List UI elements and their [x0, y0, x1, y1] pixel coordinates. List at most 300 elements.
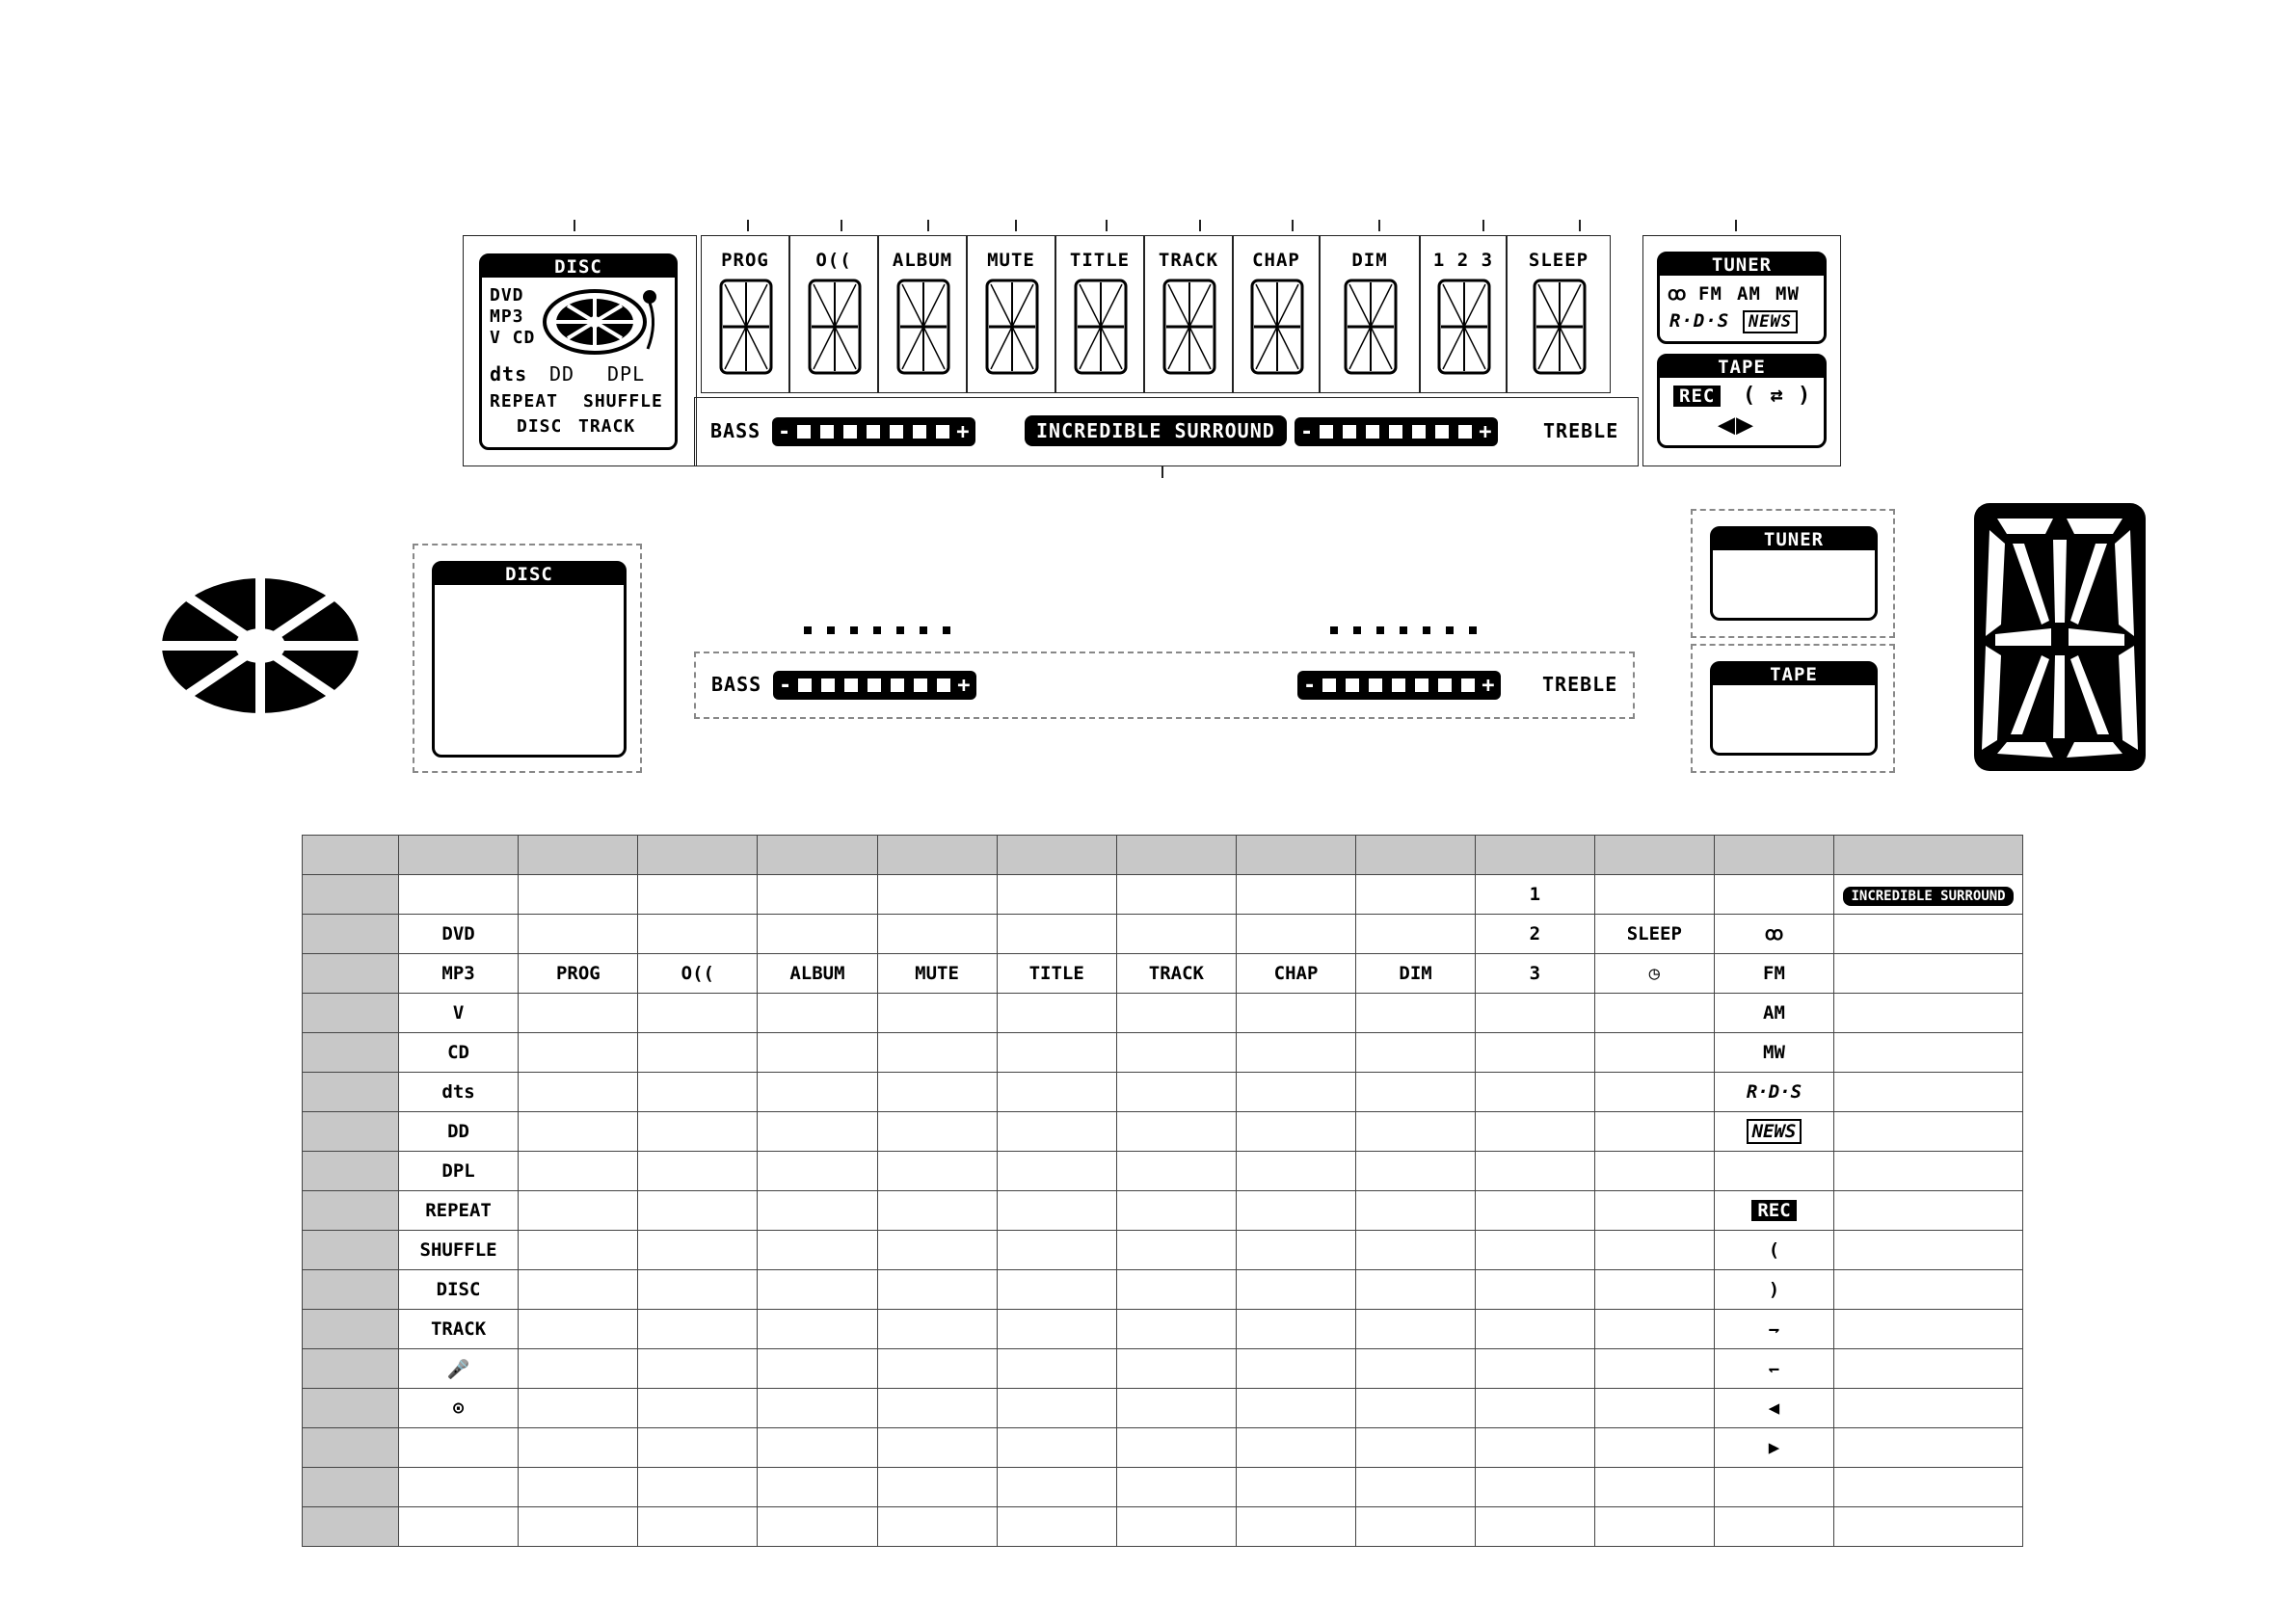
table-cell	[1476, 1310, 1595, 1349]
table-cell	[1356, 1270, 1476, 1310]
table-cell	[1356, 1468, 1476, 1507]
table-cell	[1116, 1191, 1236, 1231]
table-cell	[1116, 1310, 1236, 1349]
table-cell	[1476, 1073, 1595, 1112]
table-cell	[1237, 1389, 1356, 1428]
table-cell	[1237, 915, 1356, 954]
tape-frame	[1710, 661, 1878, 756]
digit-cell	[1233, 235, 1320, 393]
table-cell	[997, 1349, 1116, 1389]
table-cell	[877, 915, 997, 954]
table-cell	[997, 1428, 1116, 1468]
leader-tick	[1015, 220, 1017, 231]
table-cell	[877, 1112, 997, 1152]
disc-header: DISC	[482, 256, 675, 278]
table-cell	[877, 1389, 997, 1428]
table-cell: DPL	[398, 1152, 518, 1191]
table-cell	[1116, 1112, 1236, 1152]
table-cell	[303, 1033, 399, 1073]
table-cell	[638, 1231, 758, 1270]
table-cell: CD	[398, 1033, 518, 1073]
track-label: TRACK	[578, 416, 636, 437]
table-cell: SLEEP	[1594, 915, 1714, 954]
table-row	[303, 1073, 2023, 1112]
table-cell	[1834, 1270, 2023, 1310]
table-cell	[1594, 1231, 1714, 1270]
table-cell	[303, 875, 399, 915]
table-cell	[997, 1310, 1116, 1349]
tape-frame-header: TAPE	[1713, 664, 1875, 685]
table-cell	[638, 875, 758, 915]
table-cell	[1476, 1349, 1595, 1389]
table-cell	[1116, 1231, 1236, 1270]
table-cell	[1237, 1270, 1356, 1310]
table-cell: TRACK	[1116, 954, 1236, 994]
glyph-icon: ◀	[1714, 1389, 1833, 1428]
table-cell	[1237, 1073, 1356, 1112]
table-cell	[1356, 1428, 1476, 1468]
disc-frame	[432, 561, 627, 758]
incredible-surround-indicator: INCREDIBLE SURROUND	[1025, 415, 1287, 446]
table-cell	[1237, 1507, 1356, 1547]
glyph-icon: (	[1714, 1231, 1833, 1270]
leader-tick	[747, 220, 749, 231]
table-cell	[638, 1428, 758, 1468]
digit-cell	[1420, 235, 1507, 393]
table-cell	[303, 1073, 399, 1112]
table-cell	[1834, 1507, 2023, 1547]
table-cell	[638, 1507, 758, 1547]
table-cell	[997, 1191, 1116, 1231]
table-cell	[758, 836, 877, 875]
tape-play-arrows-icon: ◀▶	[1718, 408, 1755, 441]
table-cell	[1834, 1112, 2023, 1152]
treble-dots	[1330, 626, 1477, 634]
digit-label: ALBUM	[892, 250, 953, 271]
table-cell	[638, 1152, 758, 1191]
table-cell	[1356, 1507, 1476, 1547]
table-cell	[519, 1468, 638, 1507]
table-cell	[1476, 1191, 1595, 1231]
leader-tick	[841, 220, 842, 231]
table-cell	[303, 915, 399, 954]
digit-label: TRACK	[1158, 250, 1219, 271]
tape-header: TAPE	[1660, 357, 1824, 378]
leader-tick	[1161, 466, 1163, 478]
table-cell: MW	[1714, 1033, 1833, 1073]
table-cell	[638, 1270, 758, 1310]
table-cell	[519, 1231, 638, 1270]
table-cell	[519, 875, 638, 915]
table-cell	[519, 1389, 638, 1428]
tuner-header: TUNER	[1660, 254, 1824, 276]
rec-chip: REC	[1751, 1200, 1796, 1221]
digit-cell	[789, 235, 878, 393]
table-row	[303, 1507, 2023, 1547]
mp3-label: MP3	[490, 306, 524, 327]
table-cell	[877, 875, 997, 915]
table-cell	[1237, 1033, 1356, 1073]
disc-panel	[479, 253, 678, 450]
table-cell: DVD	[398, 915, 518, 954]
table-cell	[1834, 1152, 2023, 1191]
tuner-frame	[1710, 526, 1878, 621]
tuner-frame-part	[1691, 509, 1895, 638]
table-cell: DIM	[1356, 954, 1476, 994]
table-cell	[877, 1468, 997, 1507]
table-cell	[877, 1152, 997, 1191]
table-cell	[303, 1310, 399, 1349]
table-cell	[997, 1507, 1116, 1547]
repeat-label: REPEAT	[490, 391, 559, 412]
glyph-icon: ▶	[1714, 1428, 1833, 1468]
table-cell	[303, 1112, 399, 1152]
table-cell	[1834, 1191, 2023, 1231]
segment-glyph-icon	[1161, 279, 1218, 375]
treble-frame-bar: - +	[1297, 671, 1501, 700]
segment-glyph-icon	[894, 279, 952, 375]
table-cell: CHAP	[1237, 954, 1356, 994]
table-cell: O((	[638, 954, 758, 994]
table-cell	[1594, 1310, 1714, 1349]
table-cell	[1356, 994, 1476, 1033]
table-cell: SHUFFLE	[398, 1231, 518, 1270]
table-cell	[1476, 1428, 1595, 1468]
table-cell	[519, 1073, 638, 1112]
table-cell	[997, 1152, 1116, 1191]
table-cell	[1116, 1468, 1236, 1507]
digit-cell	[1320, 235, 1420, 393]
disc-frame-part	[413, 544, 642, 773]
table-cell	[519, 1033, 638, 1073]
table-cell	[997, 1073, 1116, 1112]
leader-tick	[1106, 220, 1108, 231]
table-cell	[398, 1507, 518, 1547]
table-cell	[1594, 1389, 1714, 1428]
table-cell	[519, 836, 638, 875]
glyph-icon: ↽	[1714, 1349, 1833, 1389]
table-cell: TRACK	[398, 1310, 518, 1349]
segment-glyph-icon	[1072, 279, 1130, 375]
table-cell	[1714, 1191, 1833, 1231]
leader-tick	[574, 220, 575, 231]
table-cell	[877, 1310, 997, 1349]
table-cell	[1476, 994, 1595, 1033]
table-cell	[997, 1033, 1116, 1073]
table-cell	[303, 1152, 399, 1191]
table-cell	[1116, 1428, 1236, 1468]
table-cell	[303, 1349, 399, 1389]
table-row	[303, 1033, 2023, 1073]
bass-label: BASS	[710, 419, 761, 442]
glyph-icon: ⇁	[1714, 1310, 1833, 1349]
table-cell	[1116, 1389, 1236, 1428]
table-row	[303, 915, 2023, 954]
digit-cell	[967, 235, 1055, 393]
table-cell	[1237, 994, 1356, 1033]
table-cell	[1594, 875, 1714, 915]
digit-label: 1 2 3	[1432, 250, 1494, 271]
table-cell	[1714, 836, 1833, 875]
table-cell	[638, 1073, 758, 1112]
digit-label: MUTE	[987, 250, 1035, 271]
digit-label: O((	[815, 250, 852, 271]
segment-digit-icon	[1968, 501, 2151, 775]
leader-tick	[1482, 220, 1484, 231]
table-cell	[758, 1507, 877, 1547]
table-cell	[1834, 1310, 2023, 1349]
table-cell	[1476, 836, 1595, 875]
tone-frame-part	[694, 652, 1635, 719]
table-row	[303, 1191, 2023, 1231]
digit-cell	[1144, 235, 1233, 393]
table-cell	[758, 1152, 877, 1191]
table-cell: DD	[398, 1112, 518, 1152]
table-cell	[1834, 915, 2023, 954]
table-cell	[877, 836, 997, 875]
leader-tick	[1579, 220, 1581, 231]
table-cell	[1237, 1428, 1356, 1468]
leader-tick	[1199, 220, 1201, 231]
surround-chip: INCREDIBLE SURROUND	[1843, 887, 2013, 906]
table-cell	[1834, 1428, 2023, 1468]
fm-label: FM	[1698, 283, 1722, 305]
table-cell	[519, 915, 638, 954]
disc-formats	[490, 285, 535, 349]
disc-icon: ⊙	[398, 1389, 518, 1428]
table-cell	[519, 1310, 638, 1349]
disc-label: DISC	[517, 416, 563, 437]
treble-frame-label: TREBLE	[1542, 673, 1618, 696]
disc-frame-header: DISC	[435, 564, 624, 585]
table-cell	[1594, 1349, 1714, 1389]
table-cell	[1237, 1152, 1356, 1191]
digit-row	[701, 235, 1638, 393]
digit-label: DIM	[1351, 250, 1388, 271]
news-chip: NEWS	[1747, 1119, 1802, 1144]
table-cell: MP3	[398, 954, 518, 994]
table-cell	[758, 994, 877, 1033]
table-cell	[1356, 1033, 1476, 1073]
table-cell	[877, 1428, 997, 1468]
table-cell	[1116, 1349, 1236, 1389]
news-indicator: NEWS	[1743, 310, 1798, 333]
table-cell	[638, 1389, 758, 1428]
table-cell	[997, 1270, 1116, 1310]
table-cell	[303, 994, 399, 1033]
table-cell	[877, 1349, 997, 1389]
table-cell	[1594, 1152, 1714, 1191]
table-cell	[997, 875, 1116, 915]
tuner-panel	[1657, 252, 1827, 344]
stereo-icon: ꝏ	[1668, 283, 1688, 305]
table-cell	[1116, 1073, 1236, 1112]
microphone-icon: 🎤	[398, 1349, 518, 1389]
table-row	[303, 1270, 2023, 1310]
table-cell	[1237, 1349, 1356, 1389]
table-cell	[1356, 1389, 1476, 1428]
rec-indicator: REC	[1673, 386, 1721, 407]
table-cell	[303, 1507, 399, 1547]
table-cell: AM	[1714, 994, 1833, 1033]
table-cell	[997, 836, 1116, 875]
table-cell	[1594, 1112, 1714, 1152]
table-cell: FM	[1714, 954, 1833, 994]
table-cell	[519, 1152, 638, 1191]
table-cell	[1476, 1468, 1595, 1507]
dolby-pl-logo: DPL	[607, 362, 646, 386]
disc-section	[463, 235, 697, 466]
table-cell	[1834, 875, 2023, 915]
table-cell	[638, 1468, 758, 1507]
table-cell: dts	[398, 1073, 518, 1112]
segment-glyph-icon	[1531, 279, 1589, 375]
table-cell	[519, 1270, 638, 1310]
table-cell	[1356, 915, 1476, 954]
table-row	[303, 1152, 2023, 1191]
table-cell	[398, 1468, 518, 1507]
table-cell	[303, 1389, 399, 1428]
glyph-icon: )	[1714, 1270, 1833, 1310]
table-row	[303, 1468, 2023, 1507]
table-cell: ALBUM	[758, 954, 877, 994]
table-cell	[1476, 1112, 1595, 1152]
segment-map-table	[302, 835, 2023, 1547]
segment-glyph-icon	[983, 279, 1041, 375]
table-cell: 3	[1476, 954, 1595, 994]
table-cell: DISC	[398, 1270, 518, 1310]
table-cell	[1714, 1468, 1833, 1507]
table-cell	[519, 1191, 638, 1231]
table-cell	[1714, 1507, 1833, 1547]
table-cell	[303, 1468, 399, 1507]
digit-label: SLEEP	[1528, 250, 1589, 271]
table-cell	[758, 1073, 877, 1112]
table-cell	[1834, 954, 2023, 994]
table-cell	[1237, 1468, 1356, 1507]
table-cell	[1594, 1033, 1714, 1073]
treble-label: TREBLE	[1543, 419, 1619, 442]
digit-label: TITLE	[1069, 250, 1131, 271]
dolby-d-logo: DD	[549, 362, 575, 386]
table-row	[303, 1389, 2023, 1428]
table-cell	[997, 915, 1116, 954]
table-cell	[1714, 875, 1833, 915]
table-row	[303, 1310, 2023, 1349]
table-row	[303, 875, 2023, 915]
table-cell	[758, 1468, 877, 1507]
table-cell	[877, 994, 997, 1033]
table-cell	[1476, 1152, 1595, 1191]
table-cell	[758, 1428, 877, 1468]
table-cell	[1356, 1231, 1476, 1270]
table-cell	[1356, 1349, 1476, 1389]
table-cell	[1237, 836, 1356, 875]
table-cell	[758, 1389, 877, 1428]
table-cell	[638, 836, 758, 875]
table-cell	[1116, 994, 1236, 1033]
table-cell	[877, 1507, 997, 1547]
table-cell	[1594, 1428, 1714, 1468]
table-cell	[303, 836, 399, 875]
disc-spinner-icon	[542, 285, 667, 359]
table-cell	[1476, 1389, 1595, 1428]
leader-tick	[927, 220, 929, 231]
table-cell	[997, 1468, 1116, 1507]
table-cell: R·D·S	[1714, 1073, 1833, 1112]
table-cell	[758, 1112, 877, 1152]
table-cell	[1594, 1191, 1714, 1231]
table-cell	[758, 1349, 877, 1389]
table-cell	[1834, 1389, 2023, 1428]
table-cell	[877, 1231, 997, 1270]
table-cell: REPEAT	[398, 1191, 518, 1231]
bass-level-bar: - +	[772, 417, 975, 446]
segment-glyph-icon	[1342, 279, 1400, 375]
segment-glyph-icon	[1435, 279, 1493, 375]
table-cell	[877, 1073, 997, 1112]
tape-panel	[1657, 354, 1827, 448]
treble-level-bar: - +	[1295, 417, 1498, 446]
table-cell	[758, 1231, 877, 1270]
table-cell	[758, 915, 877, 954]
table-cell	[1714, 1112, 1833, 1152]
table-cell	[1116, 1270, 1236, 1310]
table-cell	[1476, 1507, 1595, 1547]
table-cell	[1834, 1468, 2023, 1507]
table-cell	[303, 1270, 399, 1310]
table-cell	[758, 1033, 877, 1073]
table-cell	[1237, 1191, 1356, 1231]
disc-wheel-icon	[160, 576, 362, 715]
table-cell	[1594, 1507, 1714, 1547]
digit-cell	[701, 235, 789, 393]
table-cell	[1834, 994, 2023, 1033]
glyph-icon: ꝏ	[1714, 915, 1833, 954]
table-cell	[519, 994, 638, 1033]
table-cell	[1834, 836, 2023, 875]
digit-cell	[1055, 235, 1144, 393]
table-cell	[1594, 1270, 1714, 1310]
table-cell	[758, 1310, 877, 1349]
table-cell	[398, 875, 518, 915]
table-cell	[519, 1428, 638, 1468]
table-cell	[758, 1191, 877, 1231]
table-cell: V	[398, 994, 518, 1033]
table-cell	[1356, 836, 1476, 875]
leader-tick	[1292, 220, 1294, 231]
table-cell	[1116, 836, 1236, 875]
table-row	[303, 1349, 2023, 1389]
table-row	[303, 1112, 2023, 1152]
table-cell: 1	[1476, 875, 1595, 915]
table-cell	[1356, 1073, 1476, 1112]
dvd-label: DVD	[490, 285, 524, 306]
tuner-tape-section	[1642, 235, 1841, 466]
table-cell: TITLE	[997, 954, 1116, 994]
table-cell	[398, 1428, 518, 1468]
tape-direction-icon: ( ⇄ )	[1743, 384, 1812, 408]
table-cell	[1834, 1073, 2023, 1112]
table-cell	[1237, 875, 1356, 915]
bass-frame-bar: - +	[773, 671, 976, 700]
table-cell	[997, 1112, 1116, 1152]
table-cell	[1237, 1112, 1356, 1152]
table-cell	[303, 1231, 399, 1270]
digit-label: CHAP	[1252, 250, 1300, 271]
tuner-frame-header: TUNER	[1713, 529, 1875, 550]
table-cell	[1356, 875, 1476, 915]
